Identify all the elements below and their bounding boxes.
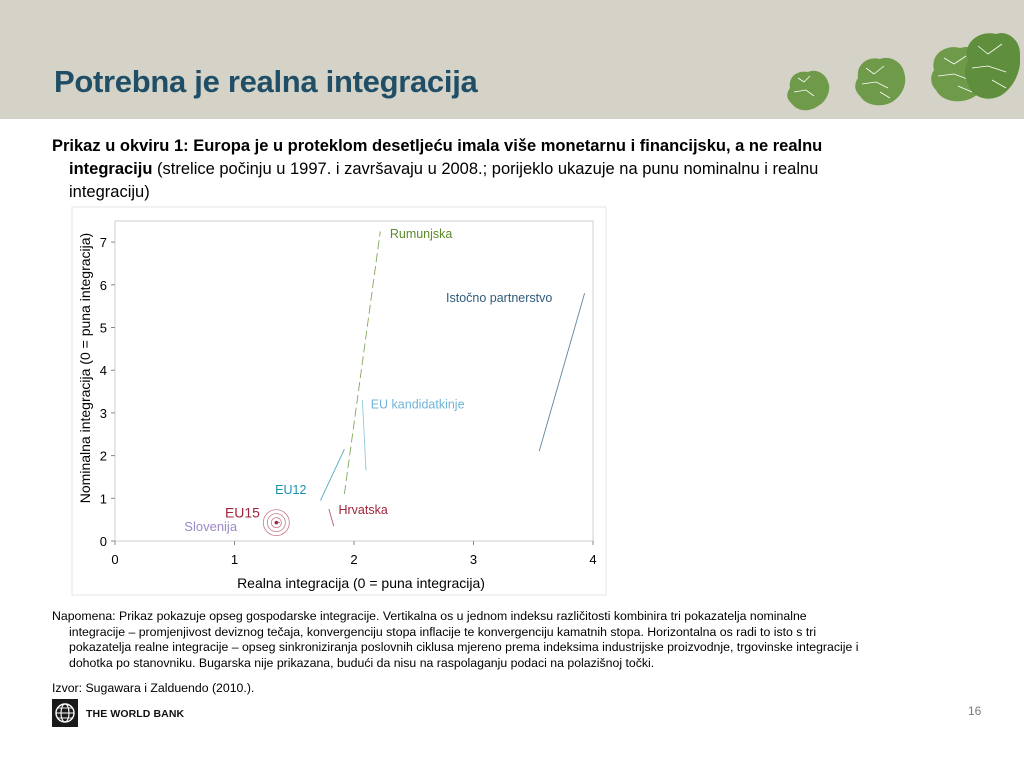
x-tick-label: 4 bbox=[589, 552, 597, 567]
y-tick-label: 4 bbox=[99, 363, 107, 379]
chart-note bbox=[52, 609, 987, 671]
x-tick-label: 2 bbox=[350, 552, 358, 567]
series-label: EU15 bbox=[224, 504, 260, 521]
series-label: Hrvatska bbox=[338, 503, 388, 518]
caption-normal-3: integraciju) bbox=[69, 183, 150, 201]
y-tick-label: 6 bbox=[99, 277, 107, 293]
note-line: Napomena: Prikaz pokazuje opseg gospodarske integracije. Vertikalna os u jednom indeksu različitosti kombinira tri pokazatelja nominalne bbox=[52, 609, 807, 623]
y-tick-label: 2 bbox=[99, 448, 107, 464]
note-line: integracije – promjenjivost deviznog tečaja, konvergenciju stopa inflacije te konvergenciju kamatnih stopa. Horizontalna os radi to isto s tri bbox=[69, 624, 817, 639]
footer-brand: THE WORLD BANK bbox=[86, 708, 185, 720]
y-tick-label: 3 bbox=[99, 405, 107, 421]
caption-bold-2: integraciju bbox=[69, 160, 153, 178]
x-tick-label: 0 bbox=[111, 552, 119, 567]
note-line: pokazatelja realne integracije – opseg sinkroniziranja poslovnih ciklusa mjereno prema indeksima industrijske proizvodnje, trgovinske integracije i bbox=[69, 640, 859, 655]
eu15-point bbox=[275, 521, 279, 525]
x-tick-label: 3 bbox=[469, 552, 478, 567]
y-axis-label: Nominalna integracija (0 = puna integracija) bbox=[77, 232, 93, 504]
x-axis-label: Realna integracija (0 = puna integracija) bbox=[237, 575, 485, 591]
series-label: Istočno partnerstvo bbox=[446, 290, 553, 305]
source-note: Izvor: Sugawara i Zalduendo (2010.). bbox=[52, 681, 255, 695]
series-label: EU12 bbox=[275, 483, 307, 498]
slide-title: Potrebna je realna integracija bbox=[54, 64, 478, 99]
chart-frame bbox=[72, 207, 606, 595]
series-label: EU kandidatkinje bbox=[370, 397, 465, 412]
x-tick-label: 1 bbox=[230, 552, 239, 567]
caption-normal-2: (strelice počinju u 1997. i završavaju u 2008.; porijeklo ukazuje na punu nominalnu i realnu bbox=[152, 160, 819, 178]
series-label: Rumunjska bbox=[389, 226, 453, 241]
series-label: Slovenija bbox=[184, 519, 238, 535]
caption-bold-1: Prikaz u okviru 1: Europa je u proteklom desetljeću imala više monetarnu i financijsku, a ne realnu bbox=[52, 137, 823, 155]
y-tick-label: 0 bbox=[99, 534, 107, 549]
note-line: dohotka po stanovniku. Bugarska nije prikazana, budući da nisu na raspolaganju podaci na polazišnoj točki. bbox=[69, 655, 655, 670]
y-tick-label: 1 bbox=[99, 491, 107, 507]
page-number: 16 bbox=[968, 704, 982, 718]
y-tick-label: 7 bbox=[99, 235, 107, 251]
y-tick-label: 5 bbox=[99, 320, 107, 336]
world-bank-logo-icon bbox=[52, 699, 78, 727]
